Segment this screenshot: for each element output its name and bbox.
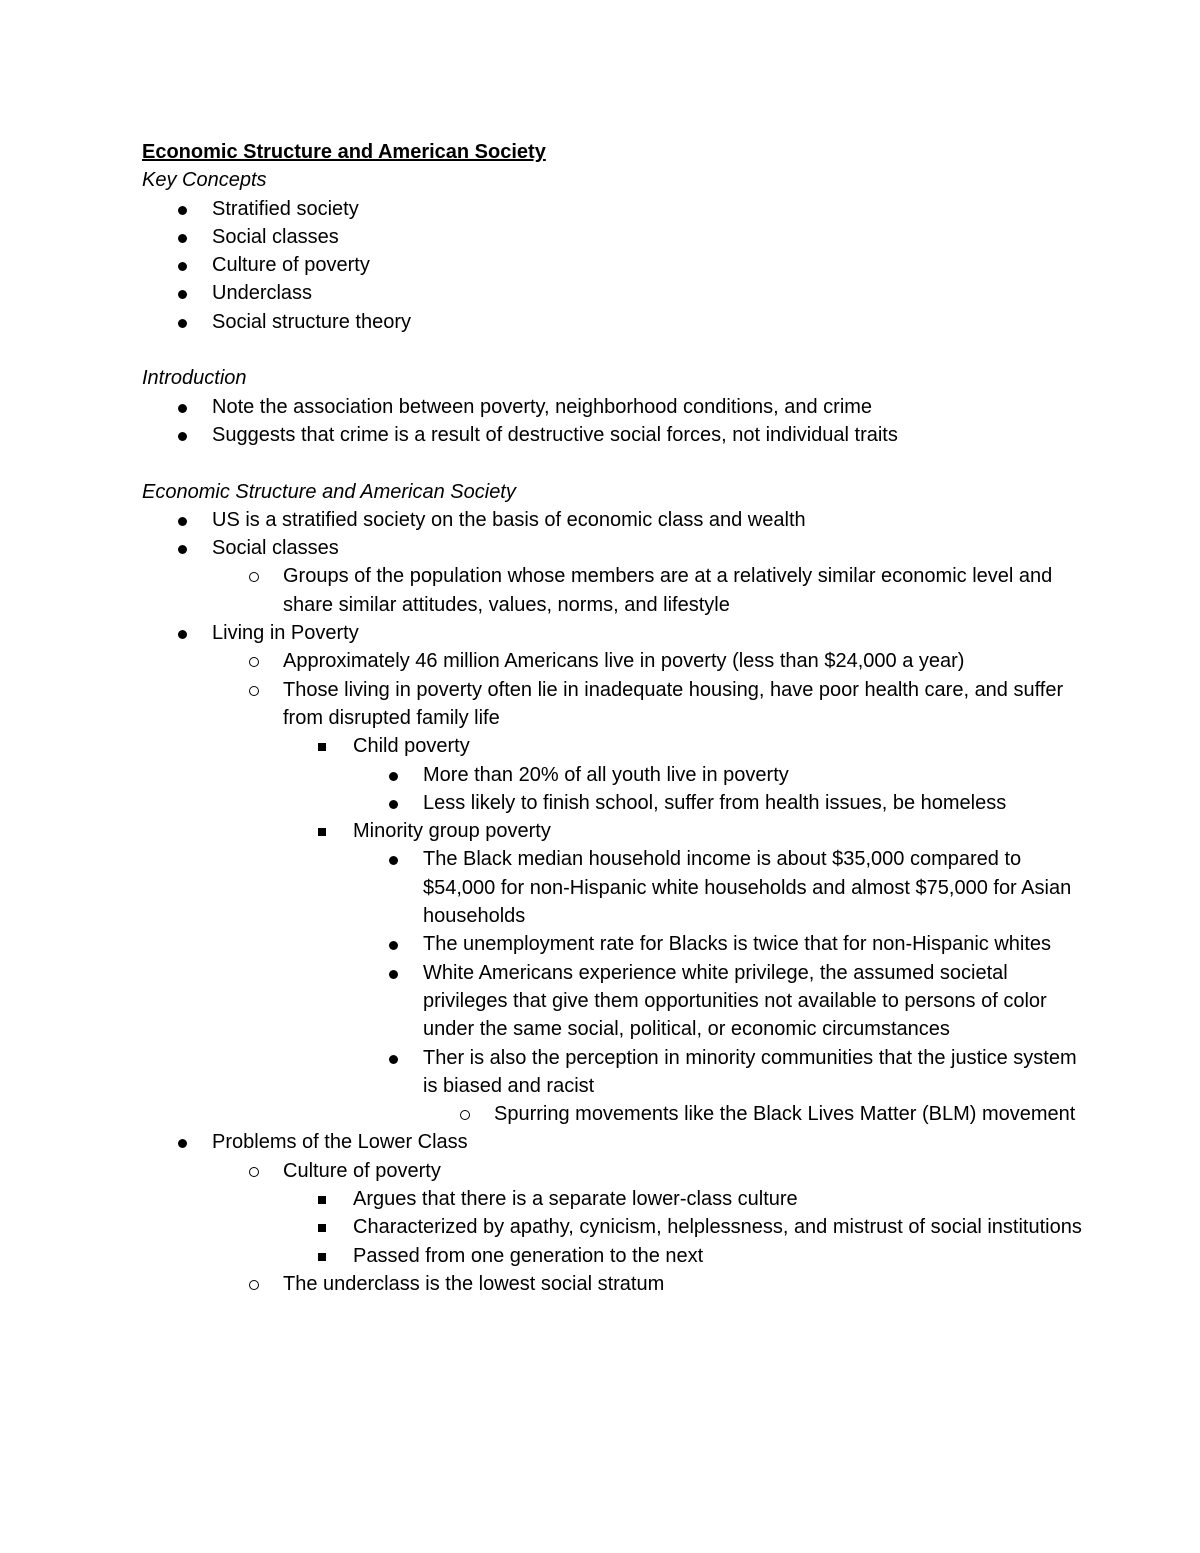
list-item: Culture of poverty xyxy=(283,1159,441,1182)
list-item: White Americans experience white privilege, the assumed societal privileges that give them opportunities not available to persons of color under the same social, political, or economic circumstances xyxy=(423,961,1047,1041)
list-item: Groups of the population whose members are at a relatively similar economic level and share similar attitudes, values, norms, and lifestyle xyxy=(283,565,1053,616)
key-concepts-heading: Key Concepts xyxy=(142,169,267,192)
list-item: Living in Poverty xyxy=(212,622,359,645)
list-item: Underclass xyxy=(212,282,313,305)
list-item: Social classes xyxy=(212,537,339,560)
list-item: Argues that there is a separate lower-class culture xyxy=(353,1187,798,1210)
list-item: Minority group poverty xyxy=(353,820,551,843)
document-body xyxy=(142,138,1082,1298)
list-item: Stratified society xyxy=(212,197,359,220)
spacer xyxy=(142,336,1082,364)
list-item: Passed from one generation to the next xyxy=(353,1244,704,1267)
list-item: Problems of the Lower Class xyxy=(212,1131,468,1154)
introduction-list xyxy=(142,393,1082,450)
list-item: More than 20% of all youth live in poverty xyxy=(423,763,789,786)
list-item: Suggests that crime is a result of destructive social forces, not individual traits xyxy=(212,423,898,446)
list-item: Social structure theory xyxy=(212,310,411,333)
list-item: Ther is also the perception in minority communities that the justice system is biased and racist xyxy=(423,1046,1077,1097)
list-item: Characterized by apathy, cynicism, helplessness, and mistrust of social institutions xyxy=(353,1216,1082,1239)
spacer xyxy=(142,449,1082,477)
list-item: Spurring movements like the Black Lives Matter (BLM) movement xyxy=(494,1103,1076,1126)
list-item: Those living in poverty often lie in inadequate housing, have poor health care, and suffer from disrupted family life xyxy=(283,678,1064,729)
list-item: Less likely to finish school, suffer from health issues, be homeless xyxy=(423,791,1007,814)
list-item: Social classes xyxy=(212,225,339,248)
document-title: Economic Structure and American Society xyxy=(142,141,546,163)
list-item: Child poverty xyxy=(353,735,470,758)
list-item: The unemployment rate for Blacks is twice that for non-Hispanic whites xyxy=(423,933,1052,956)
list-item: Culture of poverty xyxy=(212,254,370,277)
list-item: US is a stratified society on the basis of economic class and wealth xyxy=(212,508,806,531)
list-item: The underclass is the lowest social stratum xyxy=(283,1272,665,1295)
key-concepts-list xyxy=(142,195,1082,336)
list-item: Approximately 46 million Americans live in poverty (less than $24,000 a year) xyxy=(283,650,965,673)
list-item: The Black median household income is about $35,000 compared to $54,000 for non-Hispanic white households and almost $75,000 for Asian households xyxy=(423,848,1072,928)
economic-structure-list xyxy=(142,506,1082,1298)
economic-structure-heading: Economic Structure and American Society xyxy=(142,480,516,503)
list-item: Note the association between poverty, neighborhood conditions, and crime xyxy=(212,395,873,418)
introduction-heading: Introduction xyxy=(142,367,247,390)
